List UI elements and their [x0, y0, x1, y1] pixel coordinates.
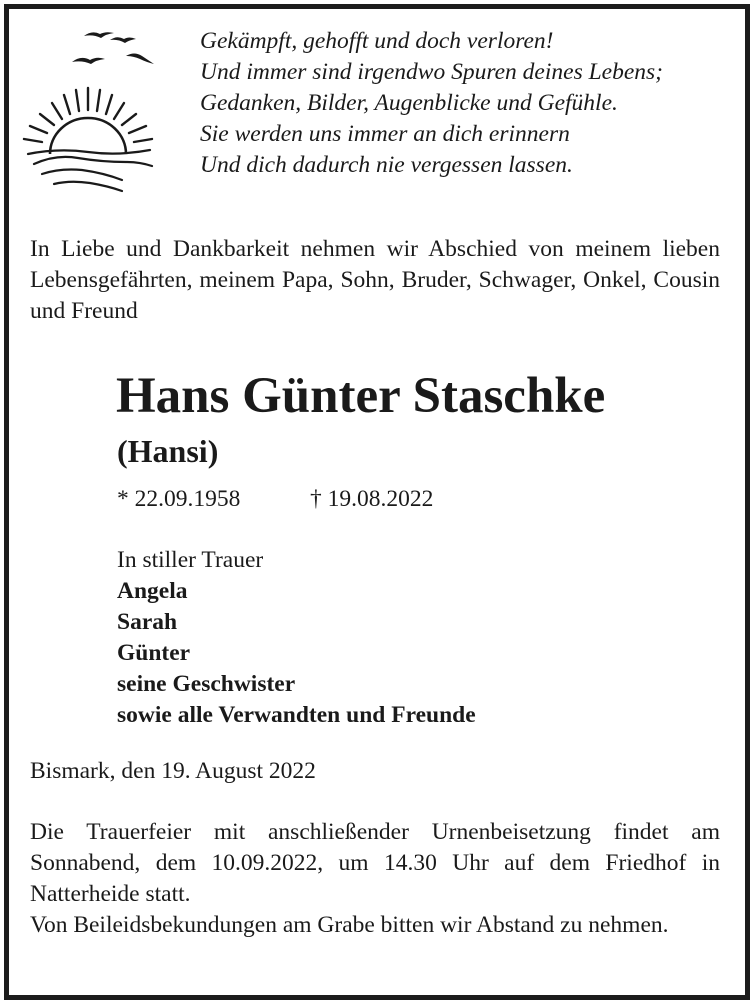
poem-line: Und dich dadurch nie vergessen lassen. — [200, 152, 573, 178]
ceremony-paragraph: Die Trauerfeier mit anschließender Urnenbeisetzung findet am Sonnabend, dem 10.09.2022, um 14.30 Uhr auf dem Friedhof in Natterheide statt. — [30, 819, 720, 907]
life-dates — [117, 484, 434, 515]
mourners-heading: In stiller Trauer — [117, 547, 264, 573]
poem-line: Gedanken, Bilder, Augenblicke und Gefühle. — [200, 90, 618, 116]
poem-line: Sie werden uns immer an dich erinnern — [200, 121, 570, 147]
deceased-nickname: (Hansi) — [117, 433, 219, 469]
death-date: † 19.08.2022 — [310, 486, 434, 512]
intro-text: In Liebe und Dankbarkeit nehmen wir Abschied von meinem lieben Lebensgefährten, meinem Papa, Sohn, Bruder, Schwager, Onkel, Cousin und Freund — [30, 236, 720, 324]
mourner-name: Günter — [117, 640, 191, 666]
place-and-date: Bismark, den 19. August 2022 — [30, 758, 316, 784]
poem — [200, 26, 730, 181]
deceased-name: Hans Günter Staschke — [116, 368, 606, 424]
mourner-name: Sarah — [117, 609, 178, 635]
poem-line: Gekämpft, gehofft und doch verloren! — [200, 28, 554, 54]
birth-date: * 22.09.1958 — [117, 486, 241, 512]
mourner-name: sowie alle Verwandten und Freunde — [117, 702, 476, 728]
mourner-name: seine Geschwister — [117, 671, 296, 697]
ceremony-info — [30, 817, 720, 941]
mourners-list — [117, 545, 476, 731]
poem-line: Und immer sind irgendwo Spuren deines Lebens; — [200, 59, 663, 85]
condolence-paragraph: Von Beileidsbekundungen am Grabe bitten wir Abstand zu nehmen. — [30, 912, 669, 938]
sunset-birds-icon — [14, 18, 184, 193]
mourner-name: Angela — [117, 578, 188, 604]
